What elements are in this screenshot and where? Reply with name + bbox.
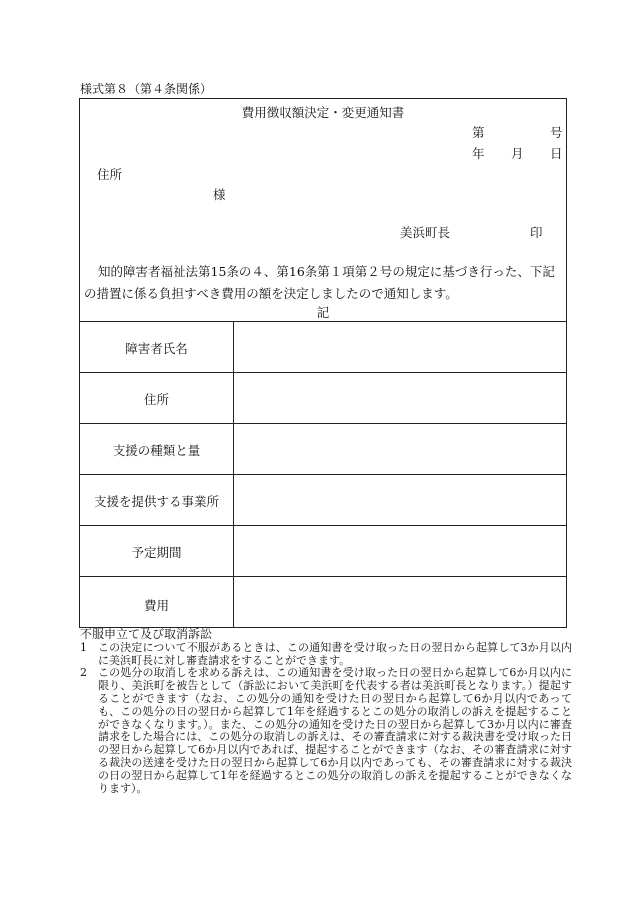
ki-marker: 記 bbox=[316, 305, 330, 320]
note-text: この処分の取消しを求める訴えは、この通知書を受け取った日の翌日から起算して6か月以内に限り、美浜町を被告として（訴訟において美浜町を代表する者は美浜町長となります。）提起することができます（なお、この処分の通知を受けた日の翌日から起算して6か月以内であっても、この処分の日の翌日から起算して1年を経過するとこの処分の取消しの訴えを提起することができなくなります。）。また、この処分の通知を受けた日の翌日から起算して3か月以内に審査請求をした場合には、この処分の取消しの訴えは、その審査請求に対する裁決書を受け取った日の翌日から起算して6か月以内であれば、提起することができます（なお、その審査請求に対する裁決の送達を受けた日の翌日から起算して6か月以内であっても、その審査請求に対する裁決の日の翌日から起算して1年を経過するとこの処分の取消しの訴えを提起することができなくなります）。 bbox=[98, 666, 572, 795]
notes-heading: 不服申立て及び取消訴訟 bbox=[80, 627, 213, 641]
divider bbox=[80, 474, 566, 475]
body-text-line-1: 知的障害者福祉法第15条の４、第16条第１項第２号の規定に基づき行った、下記 bbox=[98, 264, 555, 279]
divider bbox=[80, 321, 566, 322]
date-day: 日 bbox=[550, 146, 563, 161]
row-label-provider: 支援を提供する事業所 bbox=[93, 494, 219, 509]
note-item bbox=[80, 667, 572, 795]
recipient-address-label: 住所 bbox=[97, 167, 123, 182]
divider bbox=[80, 576, 566, 577]
document-title: 費用徴収額決定・変更通知書 bbox=[241, 105, 405, 120]
divider bbox=[80, 525, 566, 526]
row-label-period: 予定期間 bbox=[131, 545, 182, 560]
note-number: 2 bbox=[80, 666, 87, 680]
row-label-cost: 費用 bbox=[143, 598, 169, 613]
date-month: 月 bbox=[511, 146, 524, 161]
note-item bbox=[80, 642, 572, 668]
recipient-honorific: 様 bbox=[213, 187, 226, 202]
form-number-label: 様式第８（第４条関係） bbox=[80, 82, 213, 96]
appeal-notes bbox=[80, 628, 572, 795]
number-go: 号 bbox=[550, 125, 563, 140]
seal-mark: 印 bbox=[530, 225, 543, 240]
note-text: この決定について不服があるときは、この通知書を受け取った日の翌日から起算して3か月以内に美浜町長に対し審査請求をすることができます。 bbox=[98, 640, 572, 667]
number-dai: 第 bbox=[472, 125, 485, 140]
divider bbox=[80, 372, 566, 373]
divider bbox=[80, 423, 566, 424]
body-text-line-2: の措置に係る負担すべき費用の額を決定しましたので通知します。 bbox=[84, 286, 458, 301]
date-year: 年 bbox=[472, 146, 485, 161]
row-label-name: 障害者氏名 bbox=[125, 341, 188, 356]
notice-form bbox=[79, 98, 567, 628]
row-label-support-type: 支援の種類と量 bbox=[112, 443, 201, 458]
row-label-address: 住所 bbox=[143, 392, 169, 407]
issuer-name: 美浜町長 bbox=[400, 225, 451, 240]
note-number: 1 bbox=[80, 640, 87, 654]
divider bbox=[233, 321, 234, 627]
